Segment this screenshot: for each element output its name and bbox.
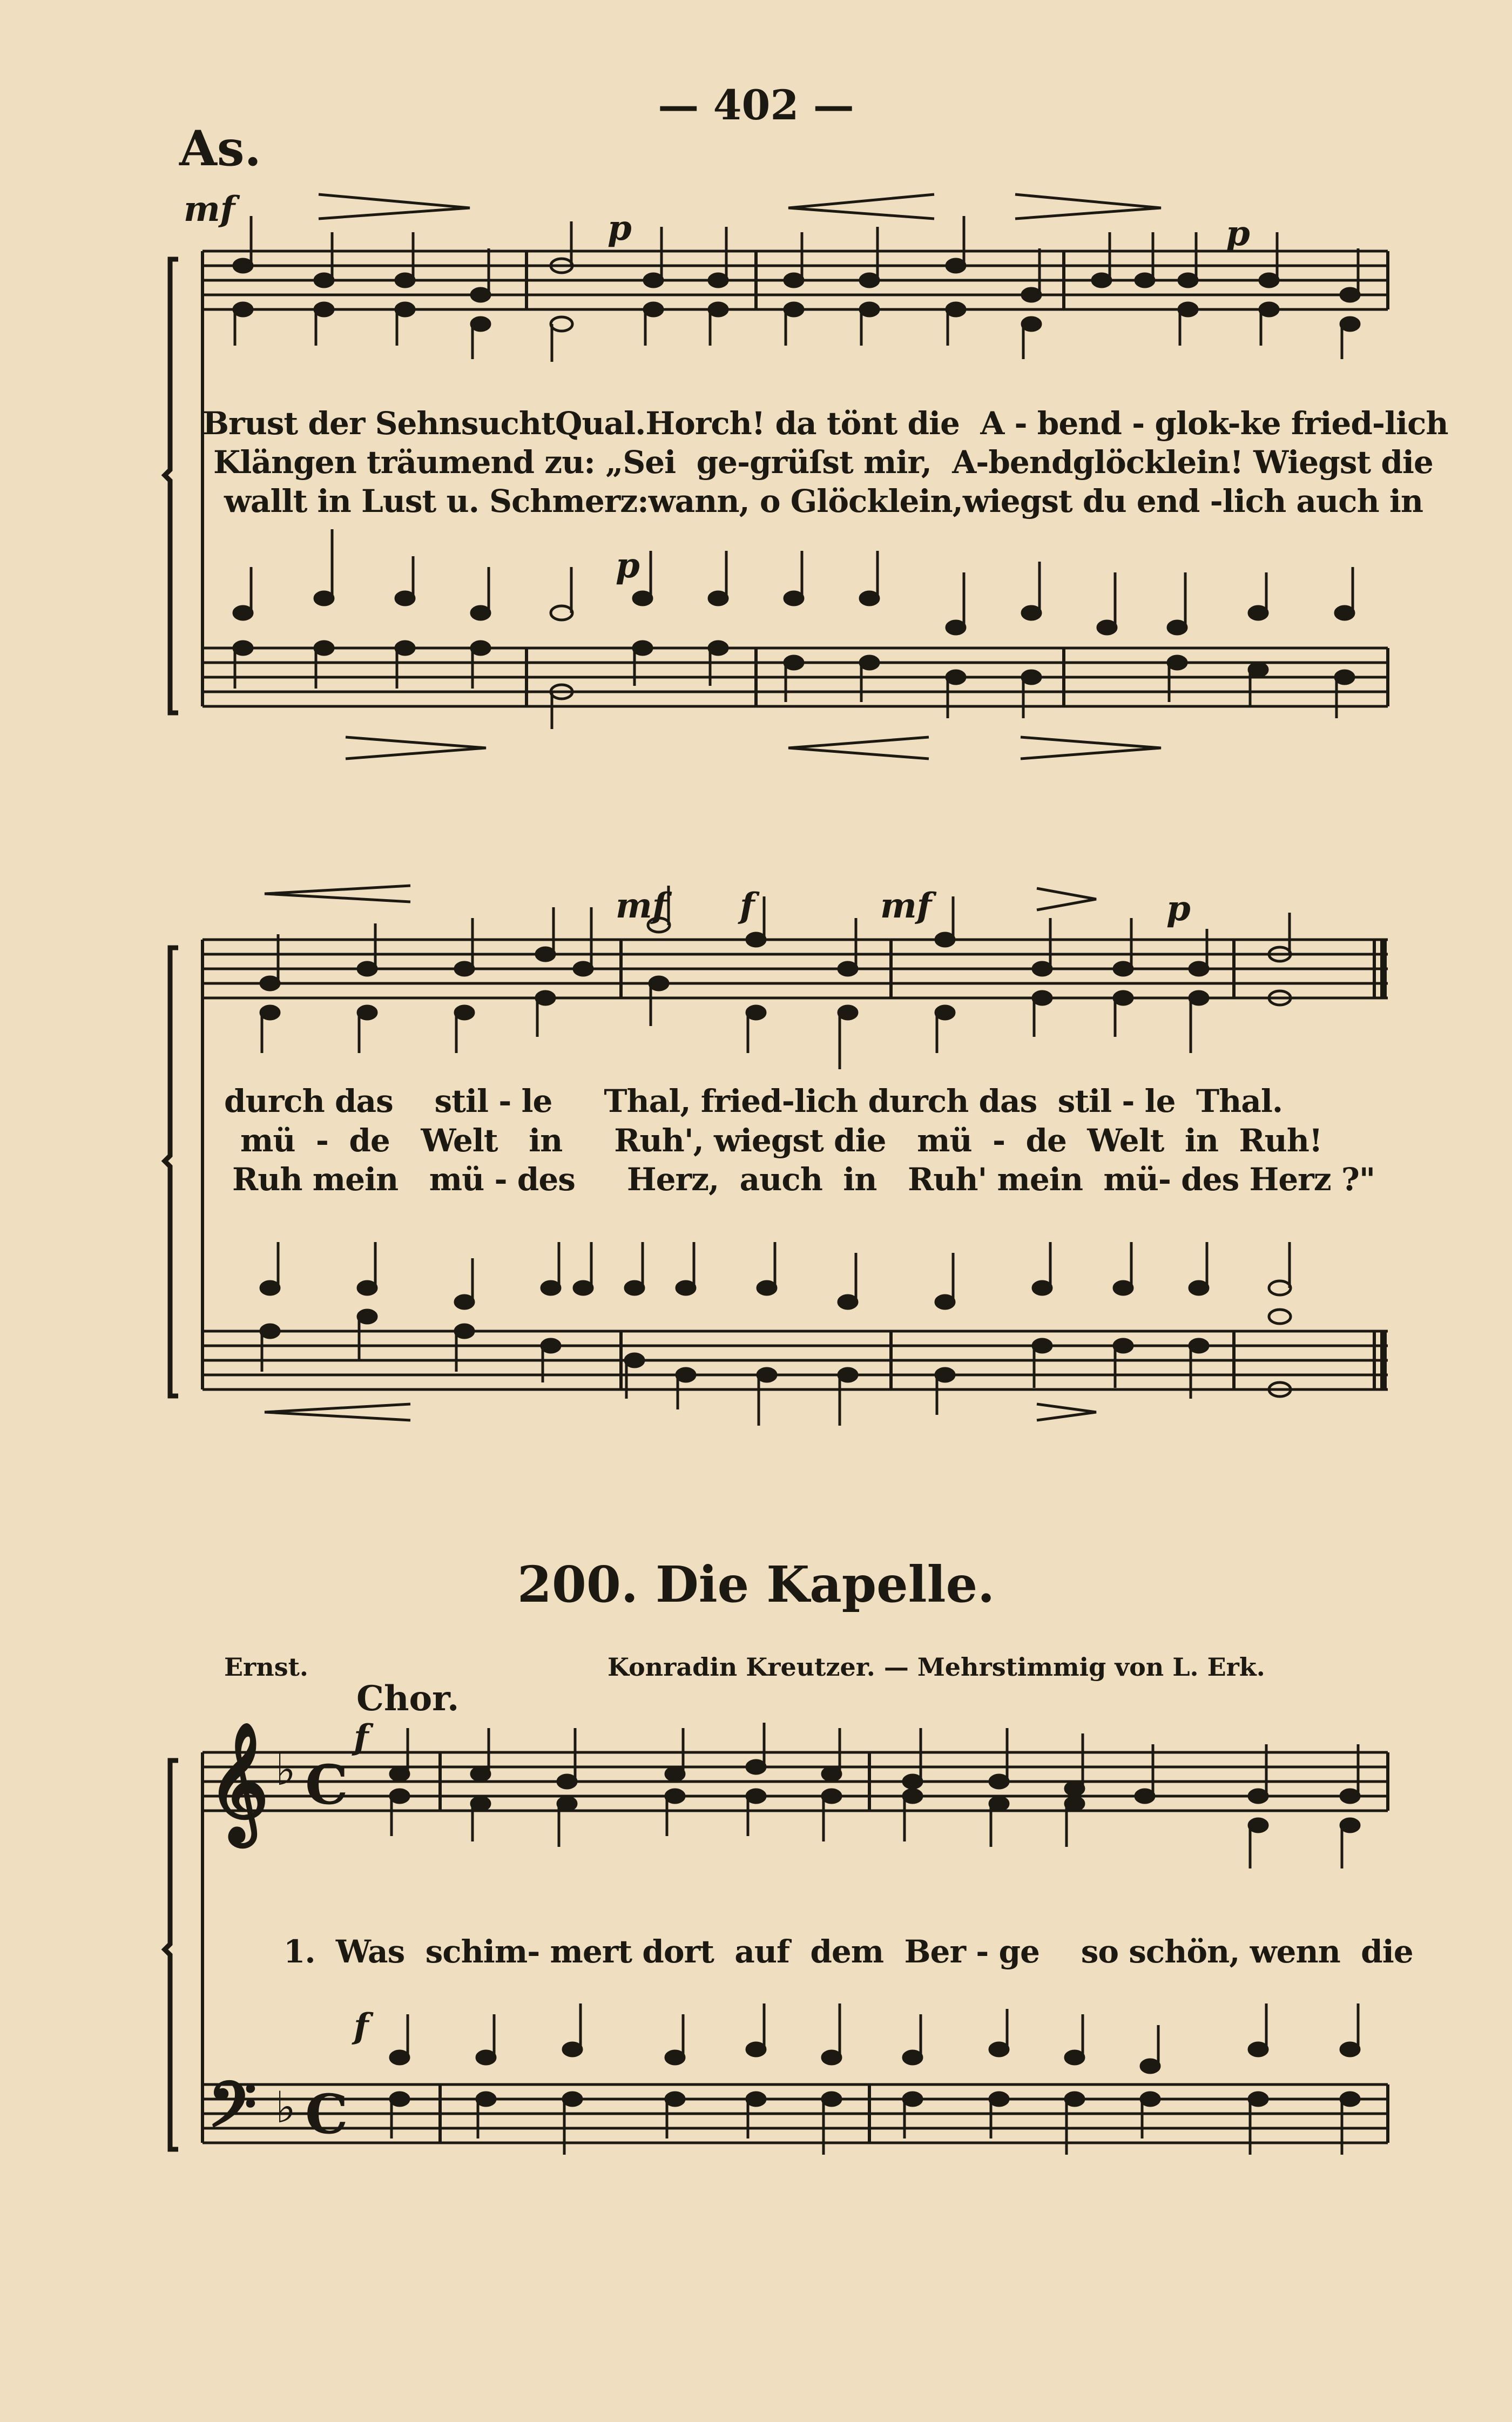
dynamic-mf-2: mf [616,886,667,926]
flat-sign: ♭ [275,1744,296,1795]
bass-clef: 𝄢 [208,2068,257,2157]
notes-system2-bass [261,1242,1291,1426]
lyric-line-6: Ruh mein mü - des Herz, auch in Ruh' mein mü- des Herz ?" [232,1161,1375,1198]
page-number: — 402 — [658,81,854,129]
dynamic-f-kapelle: f [354,1717,369,1758]
key-marking: As. [179,120,261,177]
common-time: C [305,1753,348,1817]
lyric-line-4: durch das stil - le Thal, fried-lich durch das stil - le Thal. [224,1083,1283,1119]
notes-kapelle-bass [390,2003,1359,2155]
dynamic-p-1: p [608,208,632,248]
section-label: Chor. [356,1678,460,1719]
dynamic-f-kapelle-bass: f [354,2006,369,2047]
lyric-line-1: Brust der SehnsuchtQual.Horch! da tönt die A - bend - glok-ke fried-lich [202,405,1448,442]
song-title: 200. Die Kapelle. [517,1555,995,1614]
staff-kapelle-bass [202,2084,1388,2143]
lyric-line-5: mü - de Welt in Ruh', wiegst die mü - de Welt in Ruh! [240,1122,1322,1159]
notes-system1-treble [234,216,1359,362]
treble-clef: 𝄞 [208,1721,269,1841]
composer-credit: Konradin Kreutzer. — Mehrstimmig von L. Erk. [608,1652,1265,1682]
flat-sign-bass: ♭ [275,2082,296,2133]
staff-system2-bass [202,1331,1388,1389]
dynamic-mf-1: mf [184,189,235,230]
poet-credit: Ernst. [224,1652,308,1682]
common-time-bass: C [305,2082,348,2146]
dynamic-f-2: f [740,886,755,926]
dynamic-p-2: p [1226,213,1250,254]
notes-system1-bass [234,529,1354,729]
dynamic-p-3: p [616,545,640,586]
notes-system2-treble [261,886,1291,1069]
staff-kapelle-treble [202,1752,1388,1811]
lyric-line-2: Klängen träumend zu: „Sei ge-grüſst mir, A-bendglöcklein! Wiegst die [213,444,1433,481]
lyric-kapelle-line-1: 1. Was schim- mert dort auf dem Ber - ge so schön, wenn die [284,1933,1413,1970]
staff-system2-treble [202,940,1388,998]
dynamic-mf-3: mf [880,886,932,926]
dynamic-p-4: p [1166,888,1191,929]
lyric-line-3: wallt in Lust u. Schmerz:wann, o Glöcklein,wiegst du end -lich auch in [224,483,1423,520]
